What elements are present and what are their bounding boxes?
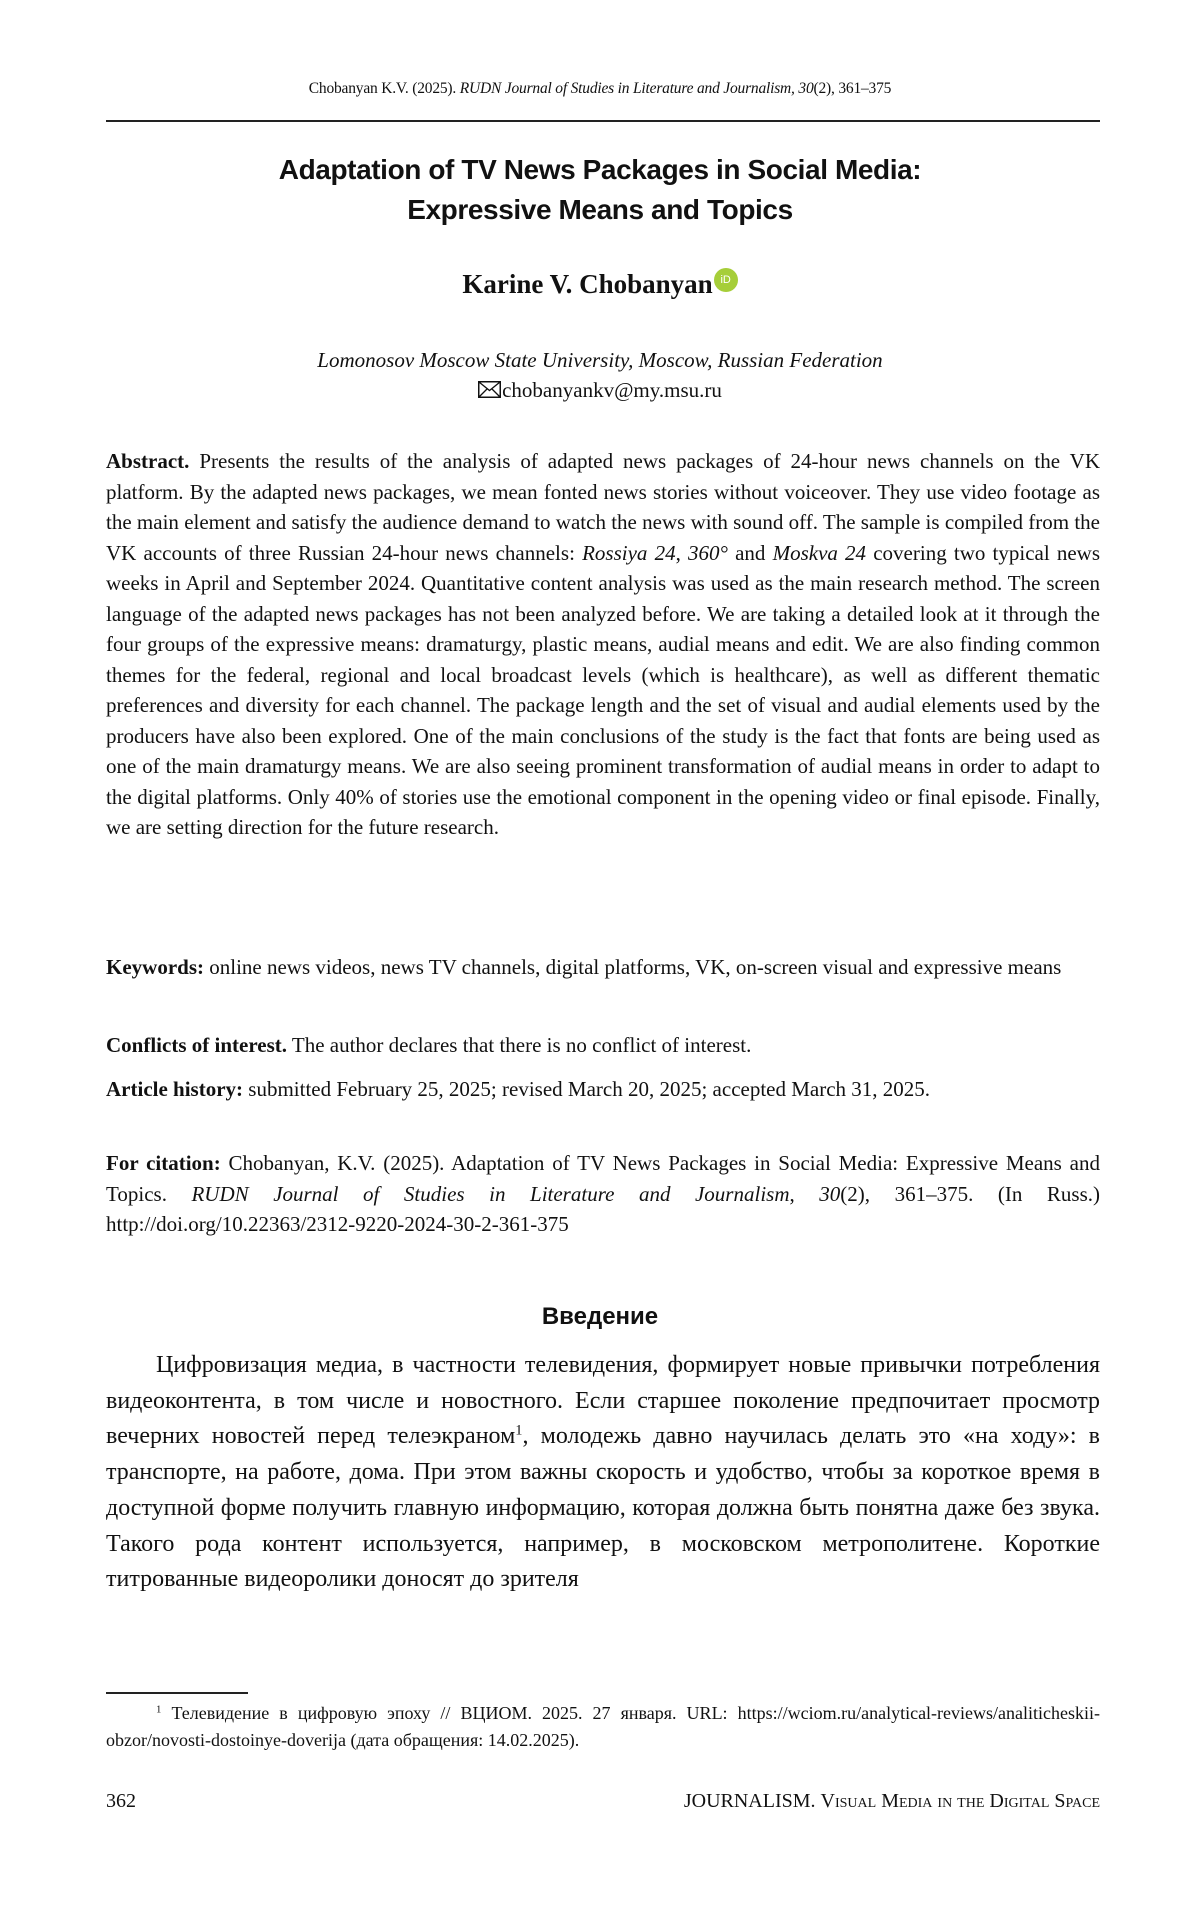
running-footer: [684, 1790, 1100, 1813]
abstract-text: Presents the results of the analysis of adapted news packages of 24-hour news channels on the VK platform. By the adapted news packages, we mean fonted news stories without voiceover. They use video footage as the main element and satisfy the audience demand to watch the news with sound off. The sample is compiled from the VK accounts of three Russian 24-hour news channels:: [106, 449, 1100, 565]
abstract: [106, 446, 1100, 843]
citation-volume: 30: [819, 1181, 841, 1206]
keywords-label: Keywords:: [106, 955, 204, 979]
citation: [106, 1148, 1100, 1240]
email-line: [0, 378, 1200, 403]
orcid-icon[interactable]: iD: [714, 268, 738, 292]
history-label: Article history:: [106, 1077, 244, 1101]
channel-name: Moskva 24: [772, 540, 867, 565]
footnote-number: 1: [156, 1703, 162, 1716]
header-divider: [106, 120, 1100, 122]
author-name: Karine V. Chobanyan: [462, 269, 713, 299]
section-heading: Введение: [541, 1303, 659, 1330]
paragraph-text: Цифровизация медиа, в частности телевидения, формирует новые привычки потребления видеоконтента, в том числе и новостного. Если старшее поколение предпочитает просмотр вечерних новостей перед телеэкраном: [106, 1352, 1100, 1450]
paragraph-text: , молодежь давно научилась делать это «на ходу»: в транспорте, на работе, дома. При этом важны скорость и удобство, чтобы за короткое время в доступной форме получить главную информацию, которая должна быть понятна даже без звука. Такого рода контент используется, например, в московском метрополитене. Короткие титрованные видеоролики доносят до зрителя: [106, 1423, 1101, 1593]
running-head: [0, 80, 1200, 98]
body-paragraph: [106, 1348, 1100, 1598]
keywords-text: online news videos, news TV channels, digital platforms, VK, on-screen visual and expressive means: [204, 955, 1062, 979]
footer-subsection: Visual Media in the Digital Space: [820, 1790, 1100, 1812]
footnote: [106, 1700, 1100, 1754]
footnote-ref[interactable]: 1: [515, 1422, 523, 1439]
keywords: [106, 952, 1100, 983]
running-head-pages: (2), 361–375: [813, 80, 892, 97]
abstract-text: covering two typical news weeks in April and September 2024. Quantitative content analysis was used as the main research method. The screen language of the adapted news packages has not been analyzed before. We are taking a detailed look at it through the four groups of the expressive means: dramaturgy, plastic means, audial means and edit. We are also finding common themes for the federal, regional and local broadcast levels (which is healthcare), as well as different thematic preferences and diversity for each channel. The package length and the set of visual and audial elements used by the producers have also been explored. One of the main conclusions of the study is the fact that fonts are being used as one of the main dramaturgy means. We are also seeing prominent transformation of audial means in order to adapt to the digital platforms. Only 40% of stories use the emotional component in the opening video or final episode. Finally, we are setting direction for the future research.: [106, 540, 1101, 839]
conflicts-of-interest: [106, 1030, 1100, 1061]
citation-journal: RUDN Journal of Studies in Literature and Journalism: [191, 1181, 790, 1206]
abstract-label: Abstract.: [106, 449, 190, 473]
title-line-1: Adaptation of TV News Packages in Social Media:: [278, 154, 922, 185]
running-head-journal: RUDN Journal of Studies in Literature and Journalism,: [459, 80, 795, 97]
affiliation: Lomonosov Moscow State University, Moscow, Russian Federation: [317, 348, 883, 372]
separator: and: [727, 540, 773, 565]
footnote-text: Телевидение в цифровую эпоху // ВЦИОМ. 2025. 27 января. URL: https://wciom.ru/analytical-reviews/analiticheskii-obzor/novosti-dostoinye-doverija (дата обращения: 14.02.2025).: [106, 1703, 1100, 1750]
separator: ,: [789, 1181, 820, 1206]
history-text: submitted February 25, 2025; revised March 20, 2025; accepted March 31, 2025.: [243, 1077, 931, 1101]
doi-link[interactable]: http://doi.org/10.22363/2312-9220-2024-30-2-361-375: [106, 1212, 569, 1236]
title-line-2: Expressive Means and Topics: [407, 194, 793, 225]
separator: ,: [675, 540, 688, 565]
envelope-icon: [478, 381, 501, 398]
channel-name: Rossiya 24: [582, 540, 676, 565]
author-email[interactable]: chobanyankv@my.msu.ru: [502, 378, 722, 402]
running-head-volume: 30: [798, 80, 814, 97]
citation-text: Chobanyan, K.V. (2025). Adaptation of TV News Packages in Social Media: Expressive Means and Topics.: [106, 1151, 1100, 1206]
conflicts-text: The author declares that there is no conflict of interest.: [287, 1033, 752, 1057]
article-title: [0, 150, 1200, 230]
citation-text: (2), 361–375. (In Russ.): [840, 1181, 1100, 1206]
article-history: [106, 1074, 1100, 1105]
channel-name: 360°: [688, 540, 728, 565]
author-line: [0, 268, 1200, 300]
footer-section: JOURNALISM.: [683, 1790, 821, 1812]
footnote-divider: [106, 1692, 248, 1694]
running-head-author: Chobanyan K.V. (2025).: [308, 80, 460, 97]
page-number: 362: [106, 1790, 136, 1812]
citation-label: For citation:: [106, 1151, 221, 1175]
conflicts-label: Conflicts of interest.: [106, 1033, 287, 1057]
